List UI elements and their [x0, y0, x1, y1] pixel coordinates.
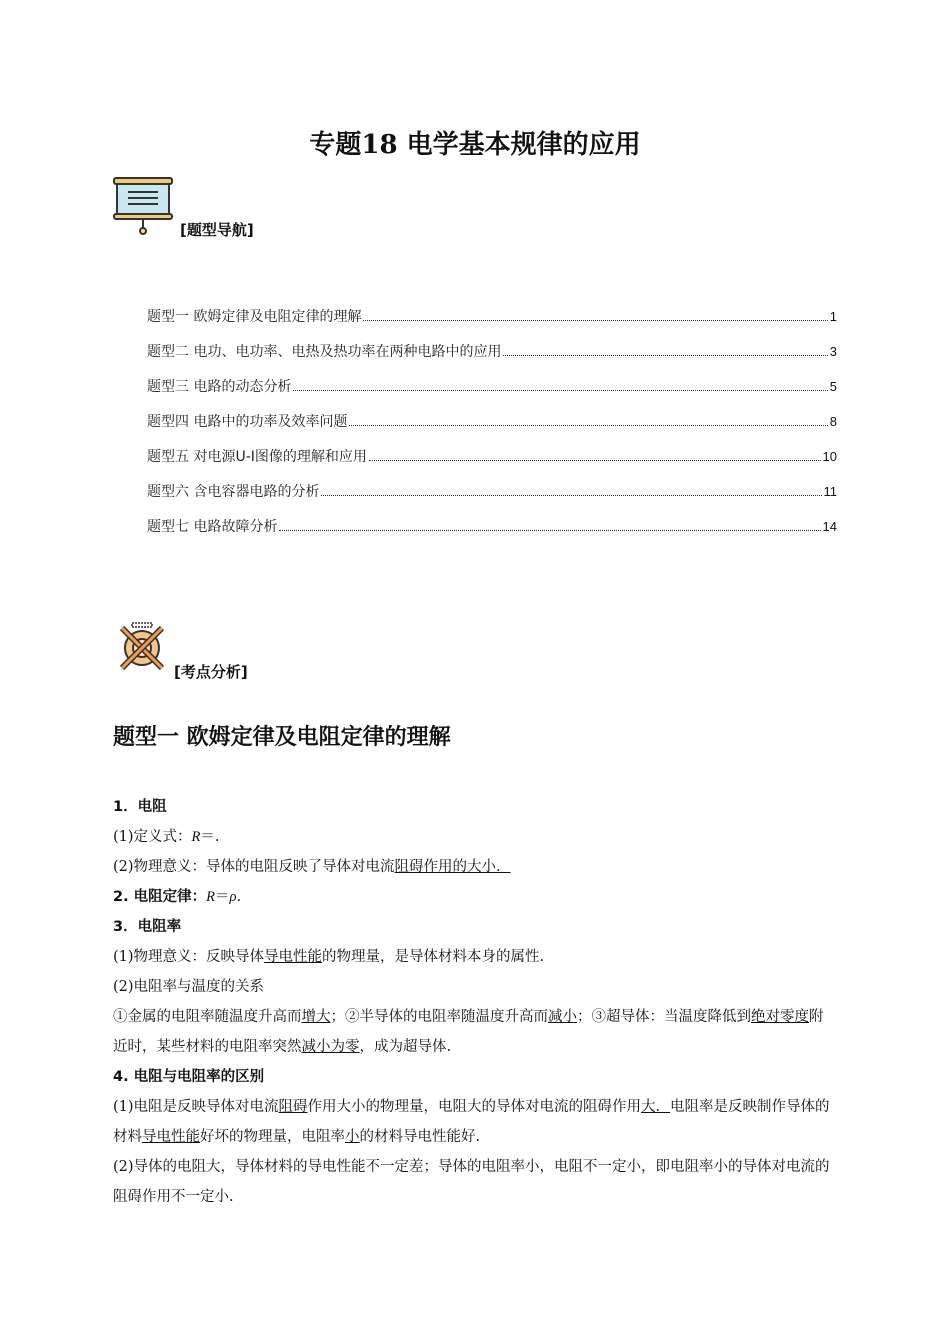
toc-item-page: 3	[829, 344, 837, 359]
text: ，成为超导体.	[359, 1039, 452, 1055]
underlined-text: 减小	[548, 1009, 577, 1025]
underlined-text: 绝对零度	[751, 1009, 809, 1025]
underlined-text: 阻碍作用的大小．	[394, 859, 511, 875]
toc-item-page: 14	[822, 519, 837, 534]
text: ①金属的电阻率随温度升高而	[113, 1009, 302, 1025]
table-of-contents	[147, 306, 837, 551]
toc-item[interactable]	[147, 446, 837, 481]
toc-leader-dots	[349, 425, 827, 426]
toc-leader-dots	[321, 495, 821, 496]
toc-item-label: 题型四 电路中的功率及效率问题	[147, 414, 348, 430]
text: 的物理量，是导体材料本身的属性.	[322, 949, 545, 965]
analysis-section-label: [考点分析]	[174, 663, 248, 681]
crossed-tools-icon	[116, 622, 168, 674]
toc-item[interactable]	[147, 481, 837, 516]
toc-leader-dots	[293, 390, 827, 391]
toc-item-label: 题型五 对电源U-I图像的理解和应用	[147, 449, 367, 465]
toc-item-label: 题型二 电功、电功率、电热及热功率在两种电路中的应用	[147, 344, 502, 360]
difference-paragraph-2: (2)导体的电阻大，导体材料的导电性能不一定差；导体的电阻率小，电阻不一定小，即电阻率小的导体对电流的阻碍作用不一定小.	[113, 1159, 830, 1205]
nav-section-label: [题型导航]	[180, 221, 254, 239]
toc-item[interactable]	[147, 516, 837, 551]
underlined-text: 小	[345, 1129, 360, 1145]
heading-difference: 4. 电阻与电阻率的区别	[113, 1069, 265, 1085]
toc-item-page: 5	[829, 379, 837, 394]
heading-law: 2. 电阻定律：	[113, 889, 207, 905]
text: (2)物理意义：导体的电阻反映了导体对电流	[113, 859, 395, 875]
formula-var: ρ	[229, 889, 237, 905]
toc-item-label: 题型七 电路故障分析	[147, 519, 278, 535]
toc-leader-dots	[503, 355, 827, 356]
text: ＝	[215, 889, 230, 905]
text: 好坏的物理量，电阻率	[200, 1129, 345, 1145]
toc-item[interactable]	[147, 376, 837, 411]
text: 附近时，某些材料的电阻率突然	[113, 1009, 824, 1055]
meaning-line	[113, 852, 837, 882]
underlined-text: 导电性能	[264, 949, 323, 965]
underlined-text: 减小为零	[301, 1039, 360, 1055]
text: (1)电阻是反映导体对电流	[113, 1099, 279, 1115]
toc-item-page: 8	[829, 414, 837, 429]
content-body	[113, 792, 837, 1212]
underlined-text: 大．	[641, 1099, 671, 1115]
text: (1)物理意义：反映导体	[113, 949, 265, 965]
toc-leader-dots	[369, 460, 821, 461]
law-line	[113, 882, 837, 912]
text: .	[236, 889, 242, 905]
toc-item[interactable]	[147, 341, 837, 376]
underlined-text: 阻碍	[278, 1099, 308, 1115]
underlined-text: 导电性能	[142, 1129, 200, 1145]
text: 作用大小的物理量，电阻大的导体对电流的阻碍作用	[307, 1099, 642, 1115]
text: ；③超导体：当温度降低到	[577, 1009, 751, 1025]
formula-var: R	[206, 889, 216, 905]
toc-item-label: 题型六 含电容器电路的分析	[147, 484, 320, 500]
toc-item-page: 1	[829, 309, 837, 324]
presentation-board-icon	[112, 176, 176, 238]
temperature-detail-paragraph	[113, 1002, 837, 1062]
toc-item[interactable]	[147, 411, 837, 446]
toc-leader-dots	[363, 320, 827, 321]
heading-resistivity: 3．电阻率	[113, 919, 182, 935]
resistivity-meaning-line	[113, 942, 837, 972]
difference-paragraph-1	[113, 1092, 837, 1152]
text: ＝.	[200, 829, 220, 845]
text: (1)定义式：	[113, 829, 192, 845]
formula-var: R	[191, 829, 201, 845]
temperature-relation-line: (2)电阻率与温度的关系	[113, 979, 265, 995]
underlined-text: 增大	[301, 1009, 331, 1025]
toc-item-page: 10	[822, 449, 837, 464]
definition-line	[113, 822, 837, 852]
heading-resistance: 1．电阻	[113, 799, 167, 815]
toc-leader-dots	[279, 530, 820, 531]
toc-item-page: 11	[823, 484, 837, 499]
toc-item-label: 题型一 欧姆定律及电阻定律的理解	[147, 309, 362, 325]
toc-item-label: 题型三 电路的动态分析	[147, 379, 292, 395]
text: 的材料导电性能好.	[359, 1129, 481, 1145]
page-title: 专题18 电学基本规律的应用	[309, 130, 641, 160]
toc-item[interactable]	[147, 306, 837, 341]
text: ；②半导体的电阻率随温度升高而	[330, 1009, 548, 1025]
text: 电阻率是反映制作导体的材料	[113, 1099, 830, 1145]
section-heading: 题型一 欧姆定律及电阻定律的理解	[113, 725, 451, 750]
